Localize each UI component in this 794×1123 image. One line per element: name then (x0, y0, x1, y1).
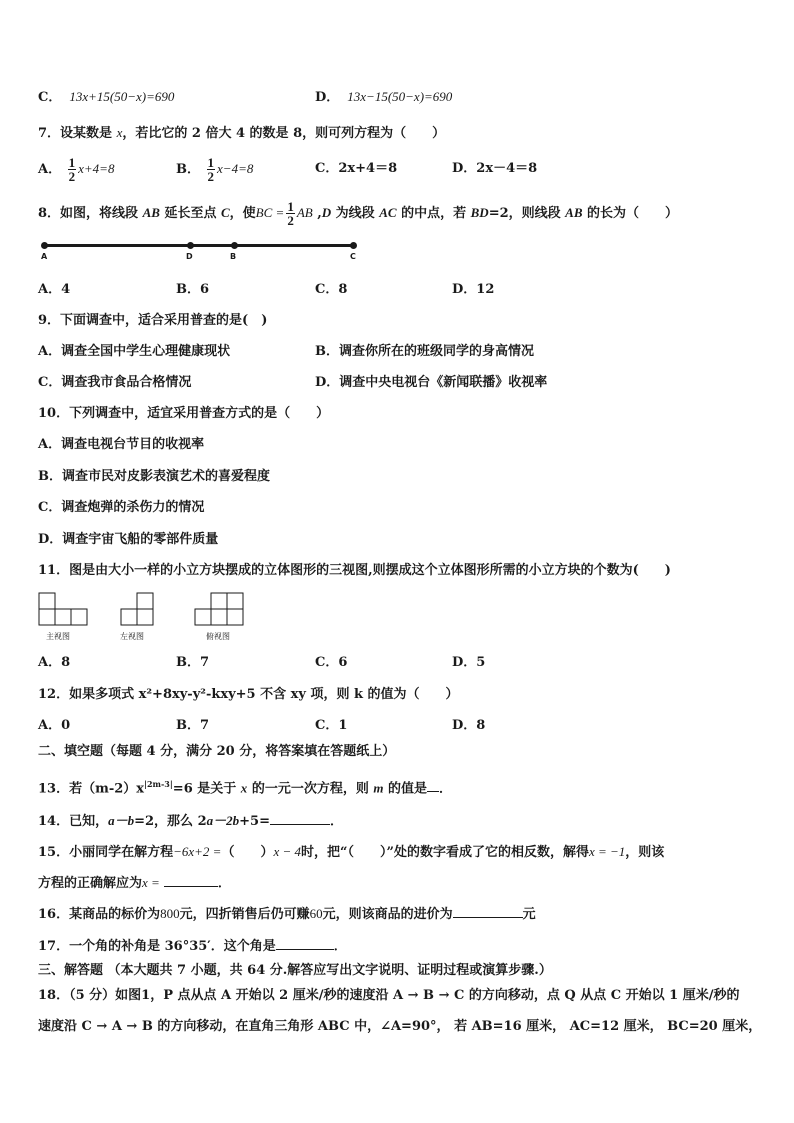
q6-option-d: D． 13x−15(50−x)=690 (315, 89, 453, 105)
q9-option-d: D．调查中央电视台《新闻联播》收视率 (315, 375, 548, 390)
point-c-label: C (350, 252, 356, 261)
q12-option-d: D．8 (452, 718, 486, 733)
q9-option-b: B．调查你所在的班级同学的身高情况 (315, 344, 534, 359)
three-views-drawing (38, 592, 248, 632)
q18-stem-line2: 速度沿 C → A → B 的方向移动，在直角三角形 ABC 中，∠A=90°， 若 AB=16 厘米， AC=12 厘米， BC=20 厘米， (38, 1019, 762, 1034)
answer-blank[interactable] (453, 904, 523, 918)
answer-blank[interactable] (276, 936, 334, 950)
q17-stem: 17．一个角的补角是 36°35′．这个角是 ． (38, 936, 347, 956)
answer-blank[interactable] (427, 778, 439, 792)
point-b-dot (231, 242, 238, 249)
q8-option-a: A．4 (38, 282, 71, 297)
q11-option-d: D．5 (452, 655, 486, 670)
q7-option-a: A． $\frac{1}{2}$ x+4=8 (38, 155, 115, 184)
three-views-figure (38, 592, 248, 642)
answer-blank[interactable] (164, 873, 218, 887)
q11-option-a: A．8 (38, 655, 71, 670)
q11-option-b: B．7 (176, 655, 210, 670)
point-a-label: A (41, 252, 48, 261)
fraction: $\frac{1}{2}$ (68, 155, 76, 184)
point-a-dot (41, 242, 48, 249)
q6-option-c-expr: 13x+15(50−x)=690 (69, 89, 175, 104)
q14-stem: 14．已知，a－b=2，那么 2a－2b+5= ． (38, 813, 343, 829)
point-d-dot (187, 242, 194, 249)
q8-option-c: C．8 (315, 282, 348, 297)
q11-stem: 11．图是由大小一样的小立方块摆成的立体图形的三视图,则摆成这个立体图形所需的小立方块的个数为( ) (38, 563, 671, 578)
q12-stem: 12．如果多项式 x²+8xy-y²-kxy+5 不含 xy 项，则 k 的值为（ ） (38, 687, 459, 702)
q7-stem: 7．设某数是 x，若比它的 2 倍大 4 的数是 8，则可列方程为（ ） (38, 125, 446, 141)
q15-stem-line2: 方程的正确解应为x = ． (38, 875, 231, 891)
section-2-heading: 二、填空题（每题 4 分，满分 20 分，将答案填在答题纸上） (38, 744, 396, 759)
q15-stem-line1: 15．小丽同学在解方程−6x+2 =（ ）x − 4时，把“（ ）”处的数字看成了它的相反数，解得x = −1，则该 (38, 844, 665, 860)
q10-option-b: B．调查市民对皮影表演艺术的喜爱程度 (38, 469, 270, 484)
point-d-label: D (186, 252, 193, 261)
fraction: $\frac{1}{2}$ (207, 155, 215, 184)
q12-option-a: A．0 (38, 718, 71, 733)
q9-option-c: C．调查我市食品合格情况 (38, 375, 192, 390)
q13-stem: 13．若$(m-2)x^{|2m-3|}=6$ 是关于 x 的一元一次方程，则 m 的值是 ． (38, 779, 453, 797)
q12-option-c: C．1 (315, 718, 348, 733)
q8-stem: 8．如图，将线段 AB 延长至点 C，使BC = $\frac{1}{2}$ AB ,D 为线段 AC 的中点，若 BD=2，则线段 AB 的长为（ ） (38, 199, 679, 228)
q9-stem: 9．下面调查中，适合采用普查的是( ) (38, 313, 268, 328)
q11-option-c: C．6 (315, 655, 348, 670)
point-c-dot (350, 242, 357, 249)
q16-stem: 16．某商品的标价为800元，四折销售后仍可赚60元，则该商品的进价为 元 (38, 906, 536, 922)
q6-option-d-expr: 13x−15(50−x)=690 (347, 89, 453, 104)
fraction: $\frac{1}{2}$ (287, 199, 294, 228)
section-3-heading: 三、解答题 （本大题共 7 小题，共 64 分.解答应写出文字说明、证明过程或演算步骤.） (38, 963, 552, 978)
line-segment (42, 244, 356, 247)
q9-option-a: A．调查全国中学生心理健康现状 (38, 344, 231, 359)
q7-option-d: D．2x－4＝8 (452, 161, 538, 176)
q18-stem-line1: 18．（5 分）如图1，P 点从点 A 开始以 2 厘米/秒的速度沿 A → B → C 的方向移动，点 Q 从点 C 开始以 1 厘米/秒的 (38, 988, 740, 1003)
q10-option-c: C．调查炮弹的杀伤力的情况 (38, 500, 205, 515)
q12-option-b: B．7 (176, 718, 210, 733)
q8-option-b: B．6 (176, 282, 210, 297)
q10-option-a: A．调查电视台节目的收视率 (38, 437, 205, 452)
q7-option-b: B． $\frac{1}{2}$ x−4=8 (176, 155, 254, 184)
top-view-label: 俯视图 (206, 632, 230, 641)
answer-blank[interactable] (270, 811, 330, 825)
q6-option-c: C． 13x+15(50−x)=690 (38, 89, 175, 105)
q7-option-c: C．2x+4＝8 (315, 161, 398, 176)
q10-option-d: D．调查宇宙飞船的零部件质量 (38, 532, 219, 547)
side-view-label: 左视图 (120, 632, 144, 641)
q8-option-d: D．12 (452, 282, 495, 297)
front-view-label: 主视图 (46, 632, 70, 641)
point-b-label: B (230, 252, 237, 261)
q10-stem: 10．下列调查中，适宜采用普查方式的是（ ） (38, 406, 330, 421)
